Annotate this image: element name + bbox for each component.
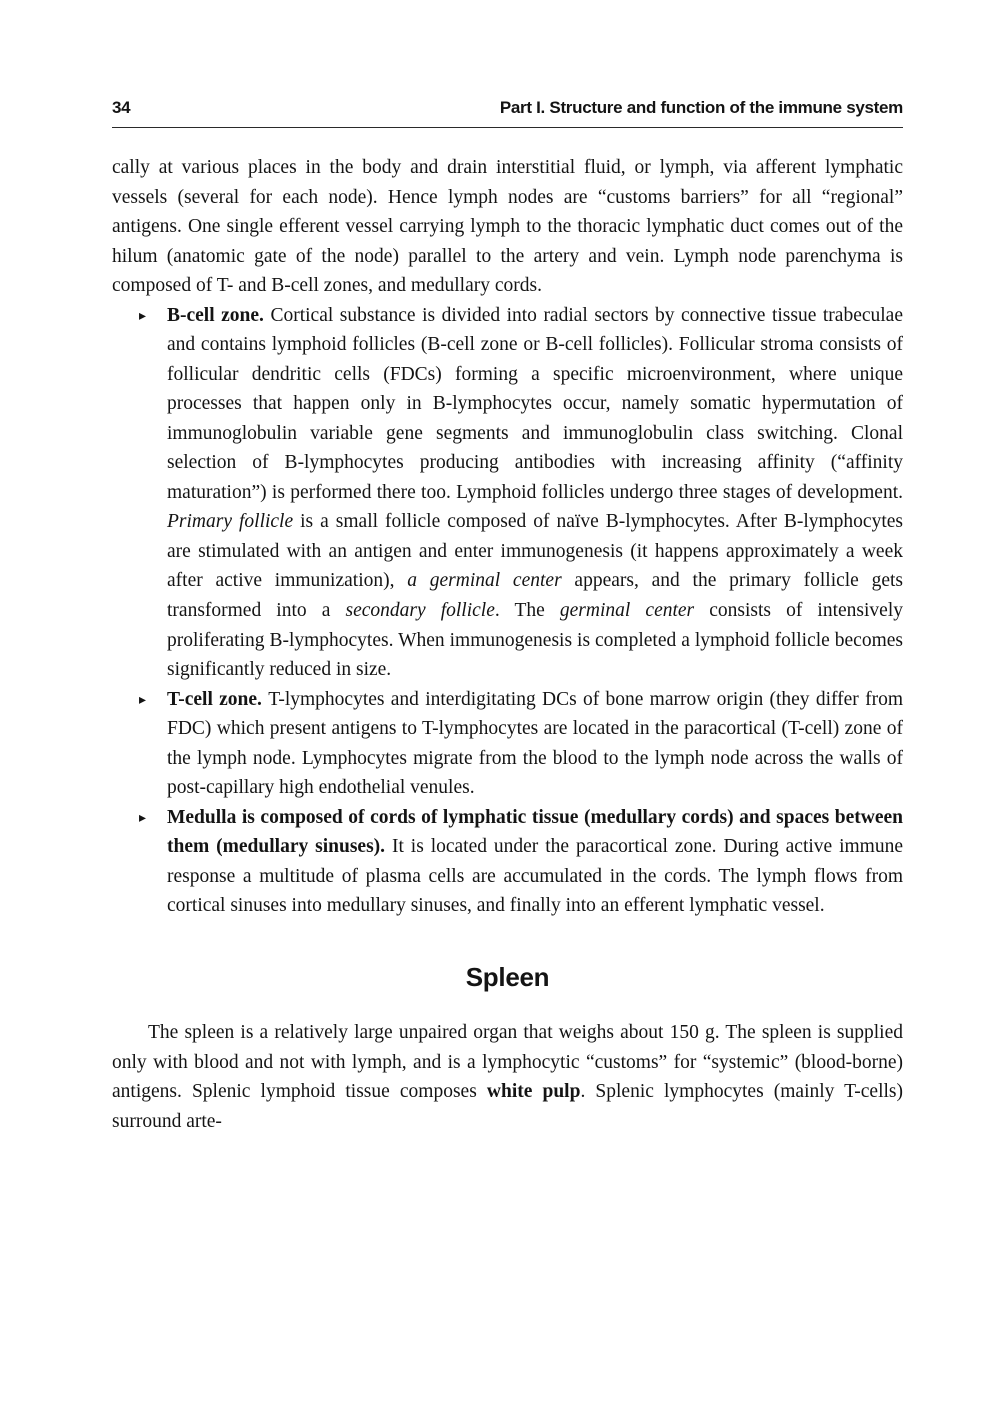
bullet-text: B-cell zone. Cortical substance is divided into radial sectors by connective tissue trabeculae and contains lymphoid follicles (B-cell zone or B-cell follicles). Follicular stroma consists of follicular dendritic cells (FDCs) forming a specific microenvironment, where unique processes that happen only in B-lymphocytes occur, namely somatic hypermutation of immunoglobulin variable gene segments and immunoglobulin class switching. Clonal selection of B-lymphocytes producing antibodies with increasing affinity (“affinity maturation”) is performed there too. Lymphoid follicles undergo three stages of development. Primary follicle is a small follicle composed of naïve B-lymphocytes. After B-lymphocytes are stimulated with an antigen and enter immunogenesis (it happens approximately a week after active immunization), a germinal center appears, and the primary follicle gets transformed into a secondary follicle. The germinal center consists of intensively proliferating B-lymphocytes. When immunogenesis is completed a lymphoid follicle becomes significantly reduced in size. [167,304,904,681]
bullet-marker-icon: ▸ [139,691,147,708]
running-title: Part I. Structure and function of the immune system [499,98,903,117]
bullet-marker-icon: ▸ [139,307,147,324]
bullet-item-t-cell-zone [112,685,903,803]
bullet-item-b-cell-zone [112,301,903,685]
bullet-text: Medulla is composed of cords of lymphatic tissue (medullary cords) and spaces between them (medullary sinuses). It is located under the paracortical zone. During active immune response a multitude of plasma cells are accumulated in the cords. The lymph flows from cortical sinuses into medullary sinuses, and finally into an efferent lymphatic vessel. [167,806,903,917]
bullet-list [112,301,903,921]
bullet-text: T-cell zone. T-lymphocytes and interdigitating DCs of bone marrow origin (they differ from FDC) which present antigens to T-lymphocytes are located in the paracortical (T-cell) zone of the lymph node. Lymphocytes migrate from the blood to the lymph node across the walls of post-capillary high endothelial venules. [167,688,903,799]
paragraph-lymph-nodes: cally at various places in the body and drain interstitial fluid, or lymph, via afferent lymphatic vessels (several for each node). Hence lymph nodes are “customs barriers” for all “regional” antigens. One single efferent vessel carrying lymph to the thoracic lymphatic duct comes out of the hilum (anatomic gate of the node) parallel to the artery and vein. Lymph node parenchyma is composed of T- and B-cell zones, and medullary cords. [112,157,903,297]
paragraph-spleen: The spleen is a relatively large unpaired organ that weighs about 150 g. The spleen is supplied only with blood and not with lymph, and is a lymphocytic “customs” for “systemic” (blood-borne) antigens. Splenic lymphoid tissue composes white pulp. Splenic lymphocytes (mainly T-cells) surround arte- [112,1022,903,1132]
bullet-marker-icon: ▸ [139,809,147,826]
page-number: 34 [112,98,131,117]
page-header [112,98,903,128]
page-body [112,153,903,1136]
section-heading-spleen: Spleen [465,961,550,992]
bullet-item-medulla [112,803,903,921]
